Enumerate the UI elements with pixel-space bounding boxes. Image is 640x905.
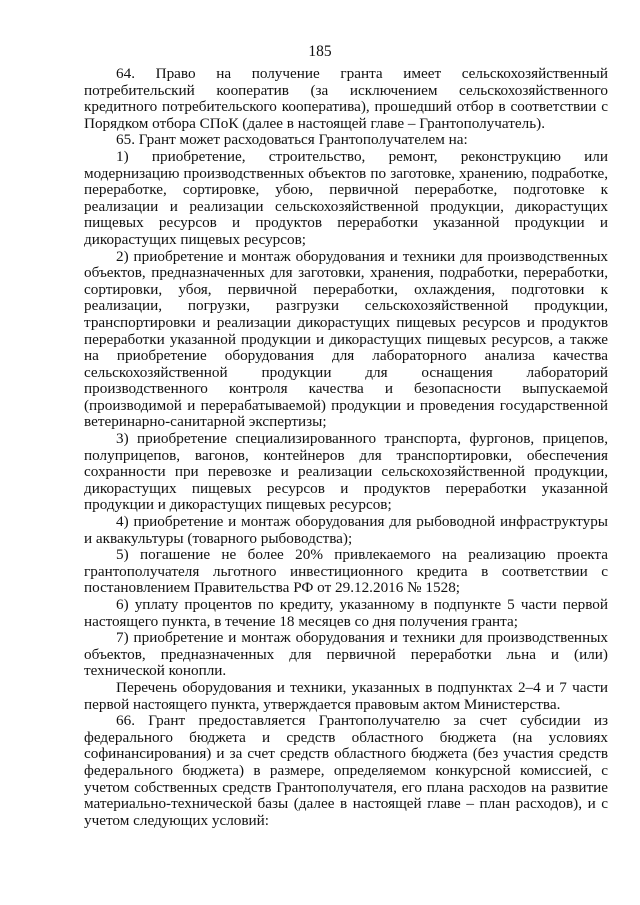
list-item-3: 3) приобретение специализированного транспорта, фургонов, прицепов, полуприцепов, вагонов, контейнеров для транспортировки, обеспечения сохранности при перевозке и реализации сельскохозяйственной продукции, дикорастущих пищевых ресурсов и продуктов переработки указанной продукции и дикорастущих пищевых ресурсов; (84, 430, 608, 514)
page-number: 185 (308, 43, 332, 60)
list-item-6: 6) уплату процентов по кредиту, указанному в подпункте 5 части первой настоящего пункта, в течение 18 месяцев со дня получения гранта; (84, 596, 608, 630)
list-item-1: 1) приобретение, строительство, ремонт, реконструкцию или модернизацию производственных объектов по заготовке, хранению, подработке, переработке, сортировке, убою, первичной переработке, подготовке к реализации и реализации сельскохозяйственной продукции, дикорастущих пищевых ресурсов и продуктов переработки указанной продукции и дикорастущих пищевых ресурсов; (84, 147, 608, 248)
paragraph-65: 65. Грант может расходоваться Грантополучателем на: (116, 131, 468, 149)
list-item-7: 7) приобретение и монтаж оборудования и техники для производственных объектов, предназначенных для первичной переработки льна и (или) технической конопли. (84, 629, 608, 680)
paragraph-64: 64. Право на получение гранта имеет сельскохозяйственный потребительский кооператив (за исключением сельскохозяйственного кредитного потребительского кооператива), прошедший отбор в соответствии с Порядком отбора СПоК (далее в настоящей главе – Грантополучатель). (84, 65, 608, 132)
equipment-list-paragraph: Перечень оборудования и техники, указанных в подпунктах 2–4 и 7 части первой настоящего пункта, утверждается правовым актом Министерства. (84, 678, 608, 713)
paragraph-66: 66. Грант предоставляется Грантополучателю за счет субсидии из федерального бюджета и средств областного бюджета (на условиях софинансирования) и за счет средств областного бюджета (без участия средств федерального бюджета) в размере, определяемом конкурсной комиссией, с учетом собственных средств Грантополучателя, его плана расходов на развитие материально-технической базы (далее в настоящей главе – план расходов), и с учетом следующих условий: (84, 712, 608, 829)
document-body (84, 66, 608, 829)
list-item-4: 4) приобретение и монтаж оборудования для рыбоводной инфраструктуры и аквакультуры (товарного рыбоводства); (84, 513, 608, 547)
list-item-5: 5) погашение не более 20% привлекаемого на реализацию проекта грантополучателя льготного инвестиционного кредита в соответствии с постановлением Правительства РФ от 29.12.2016 № 1528; (84, 546, 608, 597)
list-item-2: 2) приобретение и монтаж оборудования и техники для производственных объектов, предназначенных для заготовки, хранения, подработки, переработки, сортировки, убоя, первичной переработки, охлаждения, подготовки к реализации, погрузки, разгрузки сельскохозяйственной продукции, транспортировки и реализации дикорастущих пищевых ресурсов и продуктов переработки указанной продукции и дикорастущих пищевых ресурсов, а также на приобретение оборудования для лабораторного анализа качества сельскохозяйственной продукции для оснащения лабораторий производственного контроля качества и безопасности выпускаемой (производимой и перерабатываемой) продукции и проведения государственной ветеринарно-санитарной экспертизы; (84, 247, 608, 431)
